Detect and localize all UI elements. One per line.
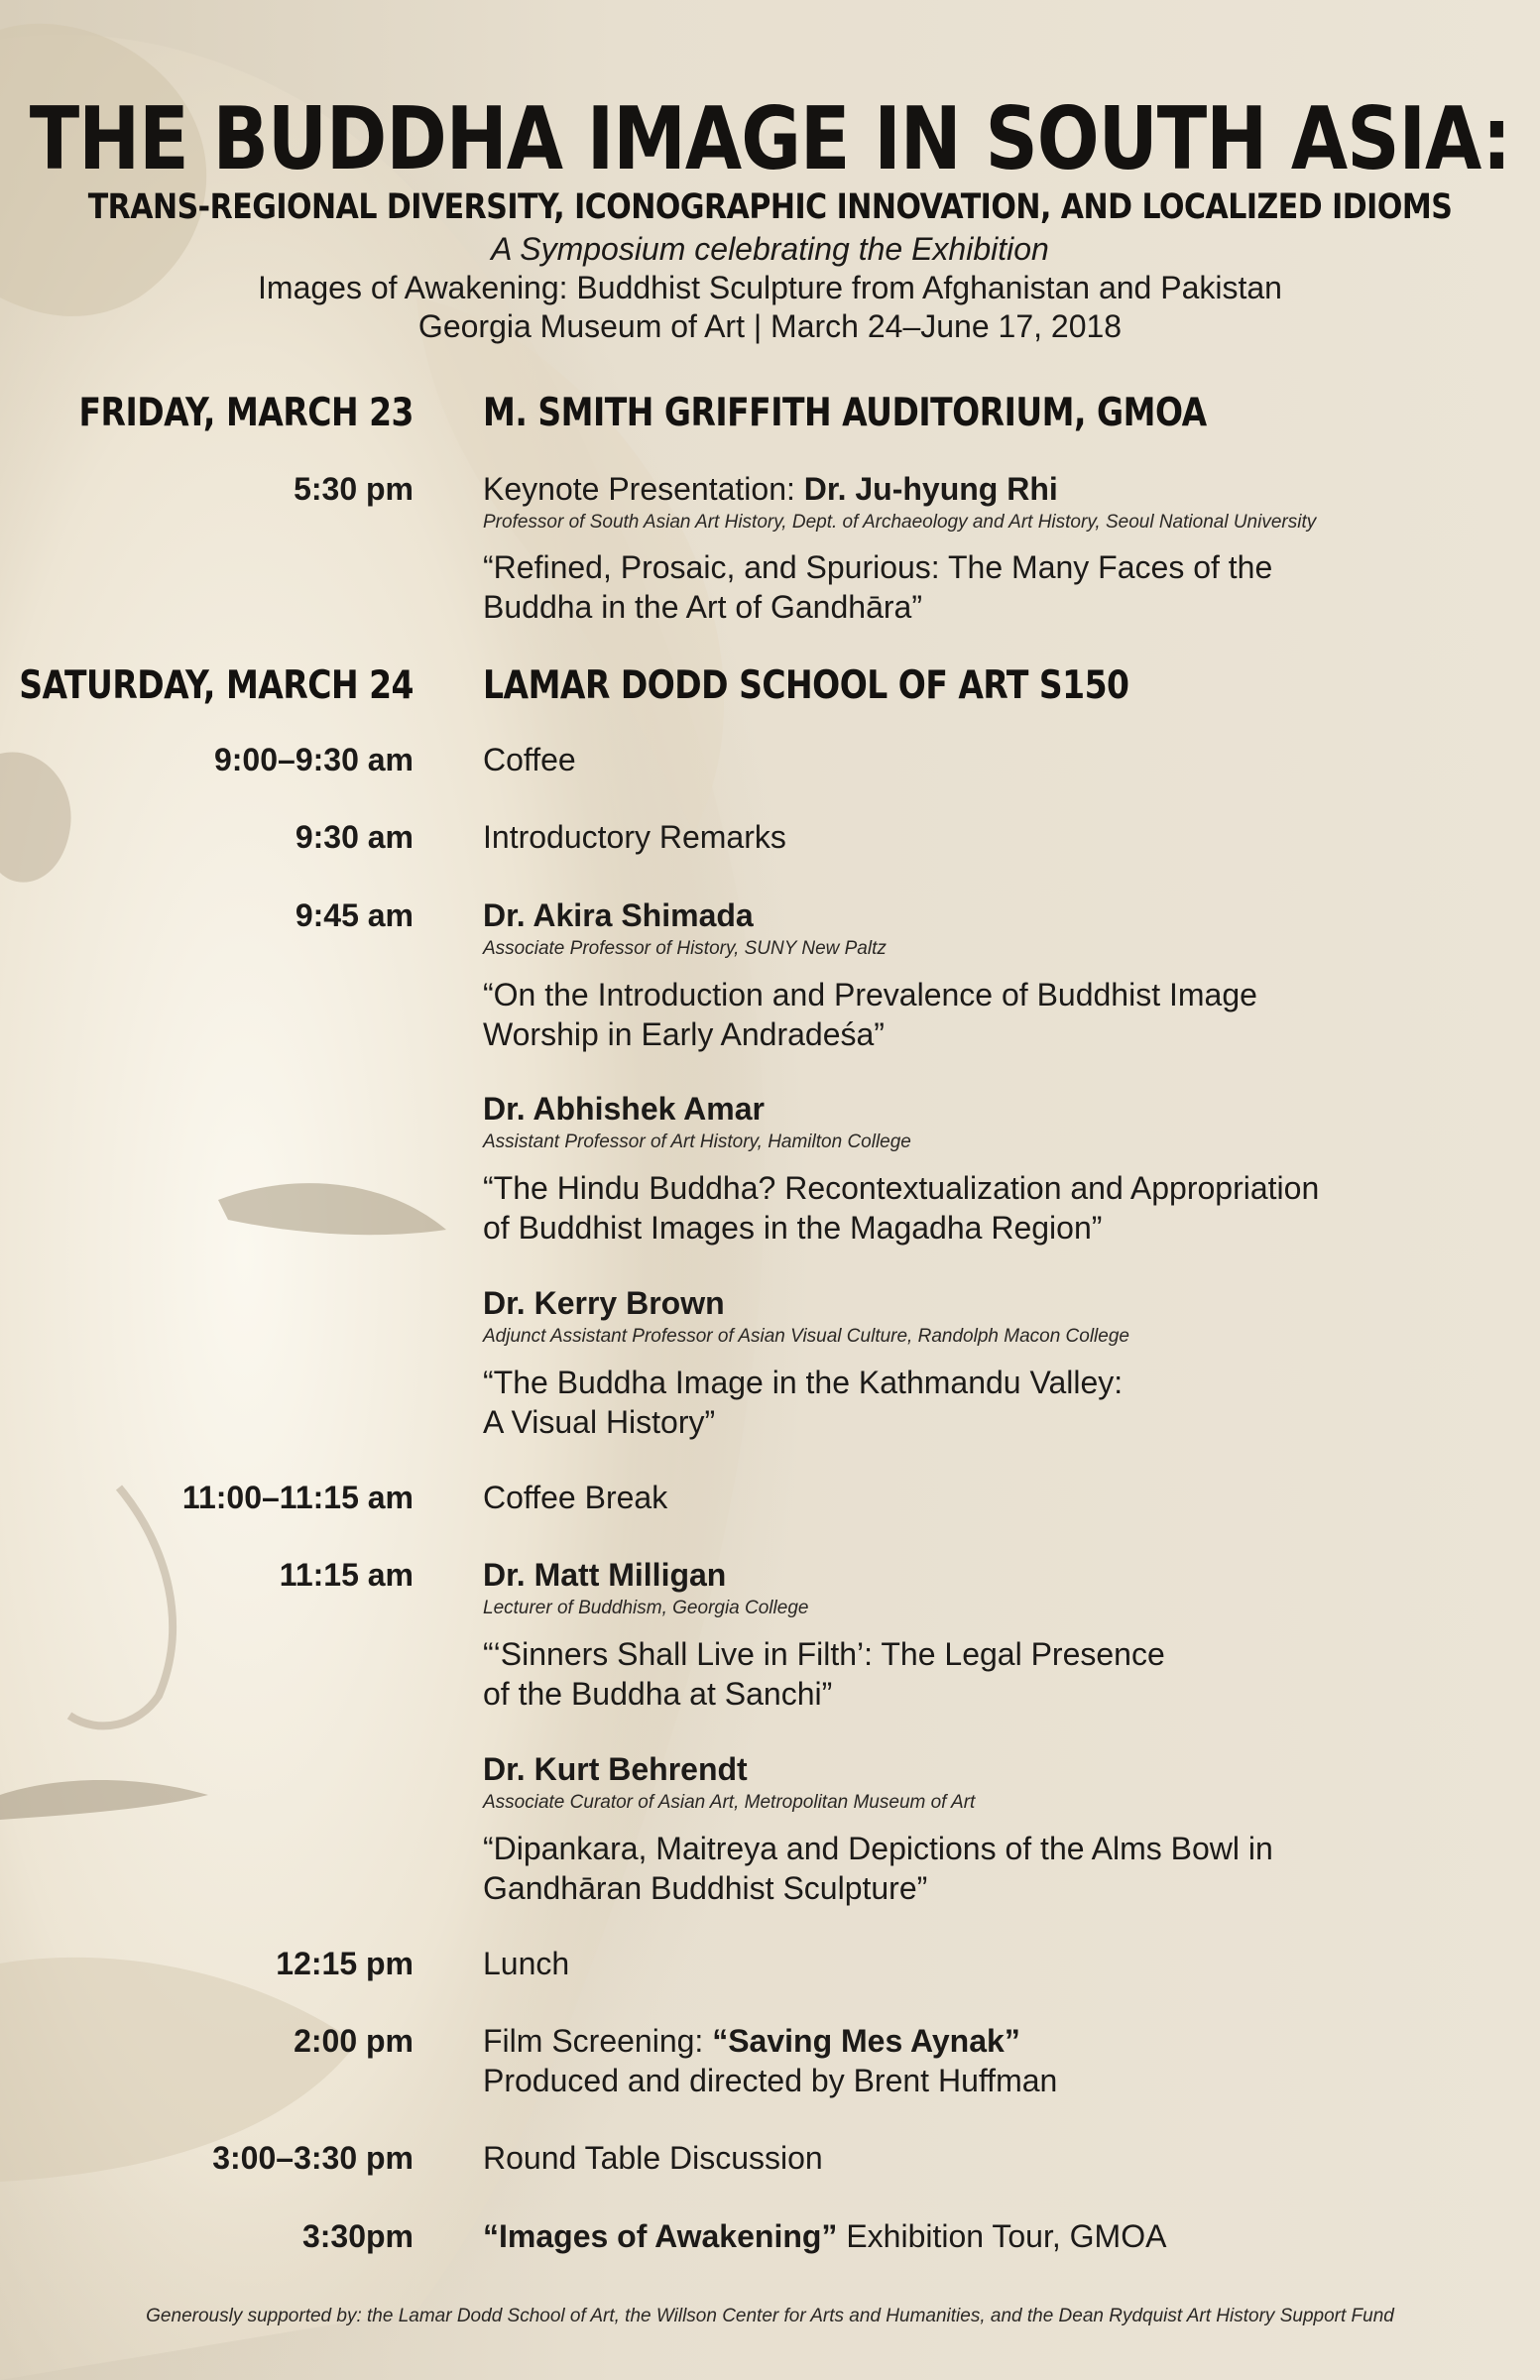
talk-amar (483, 1168, 1319, 1248)
affiliation-milligan: Lecturer of Buddhism, Georgia College (483, 1598, 809, 1618)
talk-line: “The Buddha Image in the Kathmandu Valley: (483, 1365, 1124, 1400)
venue-heading-saturday: LAMAR DODD SCHOOL OF ART S150 (483, 661, 1129, 708)
sponsors-footer: Generously supported by: the Lamar Dodd School of Art, the Willson Center for Arts and Humanities, and the Dean Rydquist Art History Support Fund (146, 2306, 1394, 2326)
speaker-shimada: Dr. Akira Shimada (483, 897, 754, 933)
keynote-talk-title (483, 547, 1272, 627)
venue-heading-friday: M. SMITH GRIFFITH AUDITORIUM, GMOA (483, 389, 1207, 435)
speaker-behrendt: Dr. Kurt Behrendt (483, 1751, 748, 1787)
talk-brown (483, 1363, 1123, 1442)
day-heading-friday: FRIDAY, MARCH 23 (78, 389, 414, 435)
affiliation-brown: Adjunct Assistant Professor of Asian Visual Culture, Randolph Macon College (483, 1326, 1129, 1347)
tour-label: Exhibition Tour, GMOA (837, 2218, 1167, 2254)
talk-line: “‘Sinners Shall Live in Filth’: The Legal Presence (483, 1636, 1165, 1672)
time-keynote: 5:30 pm (294, 471, 414, 507)
talk-line: Gandhāran Buddhist Sculpture” (483, 1870, 928, 1906)
symposium-tagline: A Symposium celebrating the Exhibition (491, 231, 1049, 267)
time-coffee-break: 11:00–11:15 am (181, 1480, 414, 1515)
keynote-speaker: Dr. Ju-hyung Rhi (803, 471, 1058, 507)
venue-dates: Georgia Museum of Art | March 24–June 17, 2018 (417, 308, 1123, 344)
keynote-entry (483, 471, 1058, 508)
lunch-entry: Lunch (483, 1946, 570, 1981)
talk-milligan (483, 1634, 1165, 1714)
intro-entry: Introductory Remarks (483, 819, 786, 855)
coffee-entry: Coffee (483, 742, 576, 777)
time-intro: 9:30 am (295, 819, 414, 855)
speaker-milligan: Dr. Matt Milligan (483, 1557, 727, 1593)
speaker-amar: Dr. Abhishek Amar (483, 1091, 765, 1127)
talk-line: Buddha in the Art of Gandhāra” (483, 589, 922, 625)
tour-exhibition-title: “Images of Awakening” (483, 2218, 838, 2254)
time-film: 2:00 pm (294, 2023, 414, 2059)
film-label: Film Screening: (483, 2023, 713, 2059)
affiliation-shimada: Associate Professor of History, SUNY New Paltz (483, 938, 887, 959)
exhibition-title: Images of Awakening: Buddhist Sculpture from Afghanistan and Pakistan (258, 270, 1282, 305)
day-heading-saturday: SATURDAY, MARCH 24 (19, 661, 414, 708)
talk-line: of Buddhist Images in the Magadha Region” (483, 1210, 1103, 1246)
keynote-affiliation: Professor of South Asian Art History, Dept. of Archaeology and Art History, Seoul National University (483, 512, 1317, 533)
keynote-label: Keynote Presentation: (483, 471, 804, 507)
talk-line: A Visual History” (483, 1404, 716, 1440)
poster-title: THE BUDDHA IMAGE IN SOUTH ASIA: (29, 89, 1511, 190)
talk-line: Worship in Early Andradeśa” (483, 1016, 885, 1052)
time-lunch: 12:15 pm (276, 1946, 414, 1981)
film-credit: Produced and directed by Brent Huffman (483, 2063, 1058, 2098)
talk-line: “On the Introduction and Prevalence of Buddhist Image (483, 977, 1257, 1012)
time-shimada: 9:45 am (295, 897, 414, 933)
time-milligan: 11:15 am (279, 1557, 414, 1593)
roundtable-entry: Round Table Discussion (483, 2140, 823, 2176)
affiliation-amar: Assistant Professor of Art History, Hamilton College (483, 1131, 911, 1152)
talk-line: “The Hindu Buddha? Recontextualization and Appropriation (483, 1170, 1320, 1206)
time-tour: 3:30pm (301, 2218, 414, 2254)
time-coffee: 9:00–9:30 am (213, 742, 414, 777)
tour-entry (483, 2218, 1166, 2255)
talk-line: “Dipankara, Maitreya and Depictions of the Alms Bowl in (483, 1831, 1273, 1866)
film-title: “Saving Mes Aynak” (712, 2023, 1020, 2059)
talk-shimada (483, 975, 1257, 1054)
talk-line: “Refined, Prosaic, and Spurious: The Many Faces of the (483, 549, 1273, 585)
time-roundtable: 3:00–3:30 pm (212, 2140, 414, 2176)
poster-subtitle: TRANS-REGIONAL DIVERSITY, ICONOGRAPHIC INNOVATION, AND LOCALIZED IDIOMS (87, 187, 1453, 228)
talk-line: of the Buddha at Sanchi” (483, 1676, 833, 1712)
speaker-brown: Dr. Kerry Brown (483, 1285, 725, 1321)
affiliation-behrendt: Associate Curator of Asian Art, Metropolitan Museum of Art (483, 1792, 976, 1813)
talk-behrendt (483, 1829, 1273, 1908)
coffee-break-entry: Coffee Break (483, 1480, 668, 1515)
film-entry (483, 2023, 1020, 2060)
